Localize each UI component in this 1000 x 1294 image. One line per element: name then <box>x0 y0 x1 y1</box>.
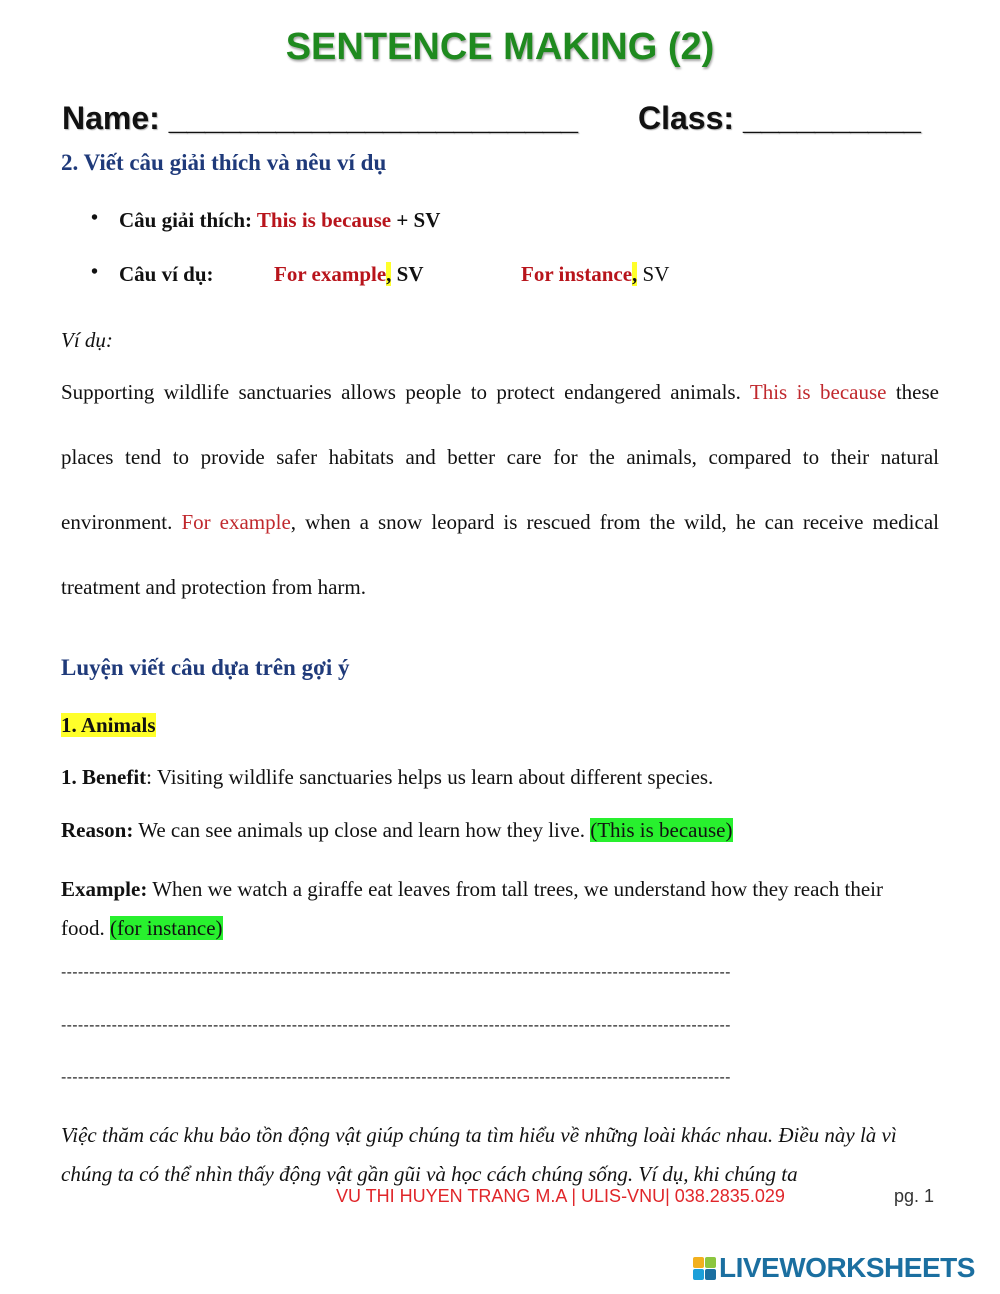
page-number: pg. 1 <box>894 1186 935 1206</box>
reason-line <box>61 818 733 843</box>
phrase-for-example: For example <box>274 262 387 286</box>
bullet-label: Câu ví dụ: <box>119 262 214 286</box>
benefit-line <box>61 765 713 790</box>
name-field <box>62 100 578 137</box>
class-blank[interactable]: __________ <box>742 100 921 136</box>
answer-line-2[interactable]: ----------------------------------------------------------------------------------------------------------------------- <box>61 1017 731 1034</box>
vietnamese-translation: Việc thăm các khu bảo tồn động vật giúp chúng ta tìm hiểu về những loài khác nhau. Điều này là vì chúng ta có thể nhìn thấy động vật gần gũi và học cách chúng sống. Ví dụ, khi chúng ta <box>61 1123 897 1186</box>
benefit-text: : Visiting wildlife sanctuaries helps us learn about different species. <box>146 765 714 789</box>
bullet-dot-icon: • <box>91 261 99 283</box>
example-line <box>61 870 911 948</box>
example-text: When we watch a giraffe eat leaves from tall trees, we understand how they reach their food. <box>61 877 883 940</box>
reason-label: Reason: <box>61 818 134 842</box>
name-blank[interactable]: _______________________ <box>168 100 579 136</box>
section-heading: 2. Viết câu giải thích và nêu ví dụ <box>61 150 387 175</box>
phrase-this-is-because: This is because <box>256 208 392 232</box>
example-hint: (for instance) <box>110 916 223 940</box>
connector-for-example: For example <box>181 510 291 534</box>
sv-text: SV <box>642 262 670 286</box>
class-label: Class: <box>638 100 735 136</box>
topic-animals: 1. Animals <box>61 713 156 737</box>
phrase-for-instance-group <box>521 262 669 287</box>
logo-square <box>693 1269 704 1280</box>
bullet-dot-icon: • <box>91 207 99 229</box>
footer-author: VU THI HUYEN TRANG M.A | ULIS-VNU| 038.2835.029 <box>336 1186 785 1206</box>
answer-line-3[interactable]: ----------------------------------------------------------------------------------------------------------------------- <box>61 1069 731 1086</box>
comma-highlight: , <box>632 262 638 286</box>
phrase-for-instance: For instance <box>521 262 633 286</box>
bullet-example <box>91 261 214 287</box>
example-sentence-2: these places tend to provide safer habitats and better care for the animals, compared to their natural environment. <box>61 380 939 534</box>
connector-this-is-because: This is because <box>749 380 887 404</box>
example-sentence-3: , when a snow leopard is rescued from the wild, he can receive medical treatment and protection from harm. <box>61 510 939 599</box>
comma-highlight: , <box>386 262 392 286</box>
phrase-for-example-group <box>274 262 424 287</box>
reason-text: We can see animals up close and learn how they live. <box>138 818 585 842</box>
logo-square <box>705 1269 716 1280</box>
logo-square <box>705 1257 716 1268</box>
topic-label <box>61 713 156 738</box>
bullet-rest: + SV <box>396 208 441 232</box>
liveworksheets-logo-icon <box>693 1257 716 1280</box>
liveworksheets-logo[interactable] <box>693 1252 975 1284</box>
sv-text: SV <box>396 262 424 286</box>
example-sentence-1: Supporting wildlife sanctuaries allows people to protect endangered animals. <box>61 380 741 404</box>
reason-hint: (This is because) <box>590 818 733 842</box>
answer-line-1[interactable]: ----------------------------------------------------------------------------------------------------------------------- <box>61 964 731 981</box>
name-label: Name: <box>62 100 160 136</box>
logo-text: LIVEWORKSHEETS <box>719 1252 975 1283</box>
bullet-label: Câu giải thích: <box>119 208 253 232</box>
benefit-label: 1. Benefit <box>61 765 147 789</box>
example-label-bold: Example: <box>61 877 148 901</box>
bullet-explanation <box>91 207 441 233</box>
example-paragraph <box>61 360 939 620</box>
class-field <box>638 100 921 137</box>
logo-square <box>693 1257 704 1268</box>
example-label: Ví dụ: <box>61 328 113 352</box>
page-title: SENTENCE MAKING (2) <box>285 26 715 68</box>
practice-heading: Luyện viết câu dựa trên gợi ý <box>61 655 350 680</box>
